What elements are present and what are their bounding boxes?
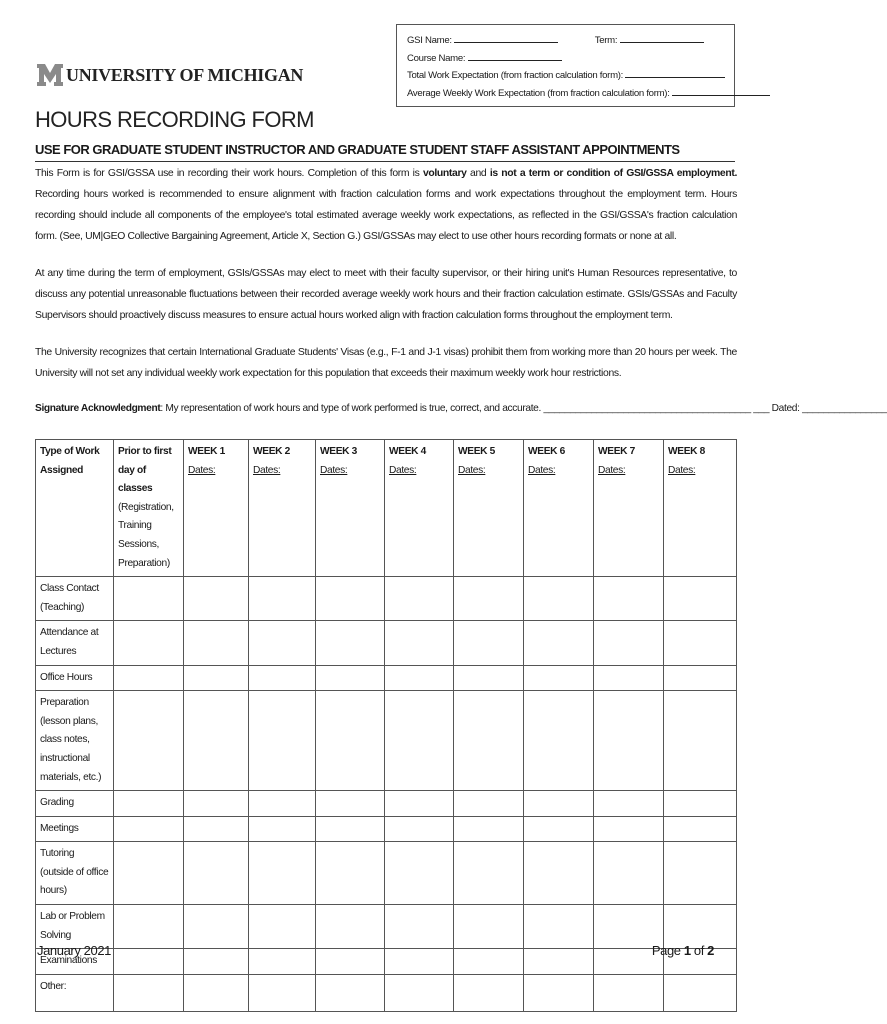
week-7-hours-cell[interactable]	[594, 665, 664, 691]
table-header-row	[36, 440, 737, 577]
week-7-hours-cell[interactable]	[594, 816, 664, 842]
table-row	[36, 905, 737, 949]
intro-text-1: This Form is for GSI/GSSA use in recording their work hours. Completion of this form is	[35, 168, 423, 179]
dates-label: Dates:	[320, 464, 348, 476]
employee-info-box	[396, 24, 735, 107]
signature-label: Signature Acknowledgment	[35, 403, 161, 414]
table-row	[36, 577, 737, 621]
week-5-hours-cell[interactable]	[454, 665, 524, 691]
week-3-hours-cell[interactable]	[316, 621, 385, 665]
course-name-line	[407, 50, 724, 68]
week-4-hours-cell[interactable]	[385, 665, 454, 691]
week-5-hours-cell[interactable]	[454, 842, 524, 905]
week-6-hours-cell[interactable]	[524, 842, 594, 905]
prior-hours-cell[interactable]	[114, 791, 184, 817]
week-1-hours-cell[interactable]	[184, 665, 249, 691]
week-2-hours-cell[interactable]	[249, 791, 316, 817]
avg-weekly-field[interactable]	[672, 86, 770, 96]
week-4-header: WEEK 4 Dates:	[385, 440, 454, 577]
week-6-hours-cell[interactable]	[524, 949, 594, 975]
footer-date: January 2021	[37, 943, 111, 958]
week-5-hours-cell[interactable]	[454, 691, 524, 791]
intro-voluntary: voluntary	[422, 168, 467, 179]
week-1-hours-cell[interactable]	[184, 621, 249, 665]
type-of-work-header: Type of Work Assigned	[36, 440, 114, 577]
intro-text-3: Recording hours worked is recommended to ensure alignment with fraction calculation forms and work expectations throughout the employment term. Hours recording should include all components of the employee's total estimated average weekly work expectations, as reflected in the GSI/GSSA's fraction calculation form. (See, UM|GEO Collective Bargaining Agreement, Article X, Section G.) GSI/GSSAs may elect to use other hours recording formats or none at all.	[35, 189, 737, 242]
signature-text: : My representation of work hours and type of work performed is true, correct, and accurate. _______________________________________ ___ Dated: ________________	[160, 403, 887, 414]
work-type-label: Grading	[36, 791, 114, 817]
week-3-hours-cell[interactable]	[316, 577, 385, 621]
week-8-hours-cell[interactable]	[664, 791, 737, 817]
week-6-hours-cell[interactable]	[524, 691, 594, 791]
table-row	[36, 791, 737, 817]
week-8-hours-cell[interactable]	[664, 577, 737, 621]
table-row	[36, 974, 737, 1011]
week-3-hours-cell[interactable]	[316, 665, 385, 691]
week-3-header: WEEK 3 Dates:	[316, 440, 385, 577]
week-5-hours-cell[interactable]	[454, 974, 524, 1011]
table-row	[36, 816, 737, 842]
week-3-hours-cell[interactable]	[316, 816, 385, 842]
prior-hours-cell[interactable]	[114, 691, 184, 791]
prior-hours-cell[interactable]	[114, 949, 184, 975]
week-7-header: WEEK 7 Dates:	[594, 440, 664, 577]
week-6-hours-cell[interactable]	[524, 816, 594, 842]
prior-hours-cell[interactable]	[114, 974, 184, 1011]
title-divider	[35, 161, 735, 162]
week-8-hours-cell[interactable]	[664, 842, 737, 905]
dates-label: Dates:	[528, 464, 556, 476]
week-4-hours-cell[interactable]	[385, 905, 454, 949]
dates-label: Dates:	[598, 464, 626, 476]
week-2-hours-cell[interactable]	[249, 949, 316, 975]
week-2-hours-cell[interactable]	[249, 974, 316, 1011]
table-row	[36, 691, 737, 791]
week-7-hours-cell[interactable]	[594, 621, 664, 665]
work-type-label: Office Hours	[36, 665, 114, 691]
week-1-hours-cell[interactable]	[184, 791, 249, 817]
week-3-hours-cell[interactable]	[316, 974, 385, 1011]
dates-label: Dates:	[389, 464, 417, 476]
week-8-hours-cell[interactable]	[664, 665, 737, 691]
week-1-hours-cell[interactable]	[184, 691, 249, 791]
gsi-name-label: GSI Name:	[407, 35, 452, 46]
week-4-hours-cell[interactable]	[385, 621, 454, 665]
prior-header: Prior to first day of classes (Registration, Training Sessions, Preparation)	[114, 440, 184, 577]
dates-label: Dates:	[188, 464, 216, 476]
prior-hours-cell[interactable]	[114, 816, 184, 842]
form-title: HOURS RECORDING FORM	[35, 107, 314, 132]
prior-hours-cell[interactable]	[114, 577, 184, 621]
avg-weekly-label: Average Weekly Work Expectation (from fraction calculation form):	[407, 87, 670, 99]
hours-table	[35, 439, 737, 1012]
week-4-hours-cell[interactable]	[385, 691, 454, 791]
week-4-hours-cell[interactable]	[385, 974, 454, 1011]
prior-hours-cell[interactable]	[114, 842, 184, 905]
total-work-field[interactable]	[625, 68, 725, 78]
week-3-hours-cell[interactable]	[316, 949, 385, 975]
prior-hours-cell[interactable]	[114, 905, 184, 949]
week-1-hours-cell[interactable]	[184, 577, 249, 621]
week-5-header: WEEK 5 Dates:	[454, 440, 524, 577]
week-2-hours-cell[interactable]	[249, 816, 316, 842]
week-6-header: WEEK 6 Dates:	[524, 440, 594, 577]
week-6-hours-cell[interactable]	[524, 905, 594, 949]
university-logo	[36, 60, 303, 90]
table-row	[36, 842, 737, 905]
week-1-hours-cell[interactable]	[184, 905, 249, 949]
week-4-hours-cell[interactable]	[385, 842, 454, 905]
week-8-hours-cell[interactable]	[664, 691, 737, 791]
signature-acknowledgment	[35, 403, 887, 414]
week-6-hours-cell[interactable]	[524, 621, 594, 665]
dates-label: Dates:	[253, 464, 281, 476]
week-2-hours-cell[interactable]	[249, 665, 316, 691]
week-3-hours-cell[interactable]	[316, 905, 385, 949]
week-4-hours-cell[interactable]	[385, 816, 454, 842]
week-2-hours-cell[interactable]	[249, 577, 316, 621]
intro-text-2: and	[466, 168, 490, 179]
work-type-label: Preparation (lesson plans, class notes, instructional materials, etc.)	[36, 691, 114, 791]
term-field[interactable]	[620, 33, 704, 43]
intro-not-condition: is not a term or condition of GSI/GSSA employment.	[489, 168, 737, 179]
week-5-hours-cell[interactable]	[454, 621, 524, 665]
meeting-paragraph: At any time during the term of employment, GSIs/GSSAs may elect to meet with their faculty supervisor, or their hiring unit's Human Resources representative, to discuss any potential unreasonable fluctuations between their recorded average weekly work hours and their fraction calculation estimate. GSIs/GSSAs and Faculty Supervisors should proactively discuss measures to ensure actual hours worked align with fraction calculation forms throughout the employment term.	[35, 268, 737, 321]
table-row	[36, 621, 737, 665]
intro-paragraph	[35, 163, 737, 247]
week-4-hours-cell[interactable]	[385, 577, 454, 621]
week-2-hours-cell[interactable]	[249, 691, 316, 791]
prior-note: (Registration, Training Sessions, Preparation)	[118, 501, 174, 569]
work-type-label: Other:	[36, 974, 114, 1011]
gsi-name-field[interactable]	[454, 33, 558, 43]
week-2-hours-cell[interactable]	[249, 621, 316, 665]
work-type-label: Class Contact (Teaching)	[36, 577, 114, 621]
week-7-hours-cell[interactable]	[594, 791, 664, 817]
avg-weekly-line	[407, 85, 724, 103]
week-5-hours-cell[interactable]	[454, 816, 524, 842]
week-5-hours-cell[interactable]	[454, 905, 524, 949]
block-m-logo-icon	[36, 61, 64, 89]
week-8-hours-cell[interactable]	[664, 621, 737, 665]
page-number: Page 1 of 2	[651, 943, 714, 958]
week-5-hours-cell[interactable]	[454, 577, 524, 621]
course-name-field[interactable]	[468, 51, 562, 61]
week-1-hours-cell[interactable]	[184, 842, 249, 905]
form-subtitle: USE FOR GRADUATE STUDENT INSTRUCTOR AND GRADUATE STUDENT STAFF ASSISTANT APPOINTMENTS	[35, 142, 680, 157]
week-7-hours-cell[interactable]	[594, 974, 664, 1011]
week-1-hours-cell[interactable]	[184, 974, 249, 1011]
visa-paragraph: The University recognizes that certain International Graduate Students' Visas (e.g., F-1 and J-1 visas) prohibit them from working more than 20 hours per week. The University will not set any individual weekly work expectation for this population that exceeds their maximum weekly work hour restrictions.	[35, 347, 737, 379]
week-8-hours-cell[interactable]	[664, 816, 737, 842]
dates-label: Dates:	[668, 464, 696, 476]
week-5-hours-cell[interactable]	[454, 791, 524, 817]
week-5-hours-cell[interactable]	[454, 949, 524, 975]
total-work-line	[407, 67, 724, 85]
week-4-hours-cell[interactable]	[385, 949, 454, 975]
week-8-header: WEEK 8 Dates:	[664, 440, 737, 577]
week-4-hours-cell[interactable]	[385, 791, 454, 817]
week-1-header: WEEK 1 Dates:	[184, 440, 249, 577]
total-work-label: Total Work Expectation (from fraction calculation form):	[407, 70, 624, 81]
gsi-name-line	[407, 32, 724, 50]
week-6-hours-cell[interactable]	[524, 577, 594, 621]
week-1-hours-cell[interactable]	[184, 949, 249, 975]
work-type-label: Attendance at Lectures	[36, 621, 114, 665]
work-type-label: Lab or Problem Solving	[36, 905, 114, 949]
week-2-hours-cell[interactable]	[249, 905, 316, 949]
week-1-hours-cell[interactable]	[184, 816, 249, 842]
work-type-label: Tutoring (outside of office hours)	[36, 842, 114, 905]
university-name: UNIVERSITY OF MICHIGAN	[66, 64, 304, 85]
week-3-hours-cell[interactable]	[316, 791, 385, 817]
term-label: Term:	[594, 35, 618, 46]
table-row	[36, 665, 737, 691]
week-2-header: WEEK 2 Dates:	[249, 440, 316, 577]
work-type-label: Examinations	[36, 949, 114, 975]
week-6-hours-cell[interactable]	[524, 665, 594, 691]
week-2-hours-cell[interactable]	[249, 842, 316, 905]
week-3-hours-cell[interactable]	[316, 842, 385, 905]
prior-hours-cell[interactable]	[114, 665, 184, 691]
week-6-hours-cell[interactable]	[524, 974, 594, 1011]
week-6-hours-cell[interactable]	[524, 791, 594, 817]
work-type-label: Meetings	[36, 816, 114, 842]
dates-label: Dates:	[458, 464, 486, 476]
table-row	[36, 949, 737, 975]
week-7-hours-cell[interactable]	[594, 577, 664, 621]
week-7-hours-cell[interactable]	[594, 691, 664, 791]
prior-hours-cell[interactable]	[114, 621, 184, 665]
week-7-hours-cell[interactable]	[594, 842, 664, 905]
week-3-hours-cell[interactable]	[316, 691, 385, 791]
week-8-hours-cell[interactable]	[664, 974, 737, 1011]
course-name-label: Course Name:	[407, 52, 466, 64]
